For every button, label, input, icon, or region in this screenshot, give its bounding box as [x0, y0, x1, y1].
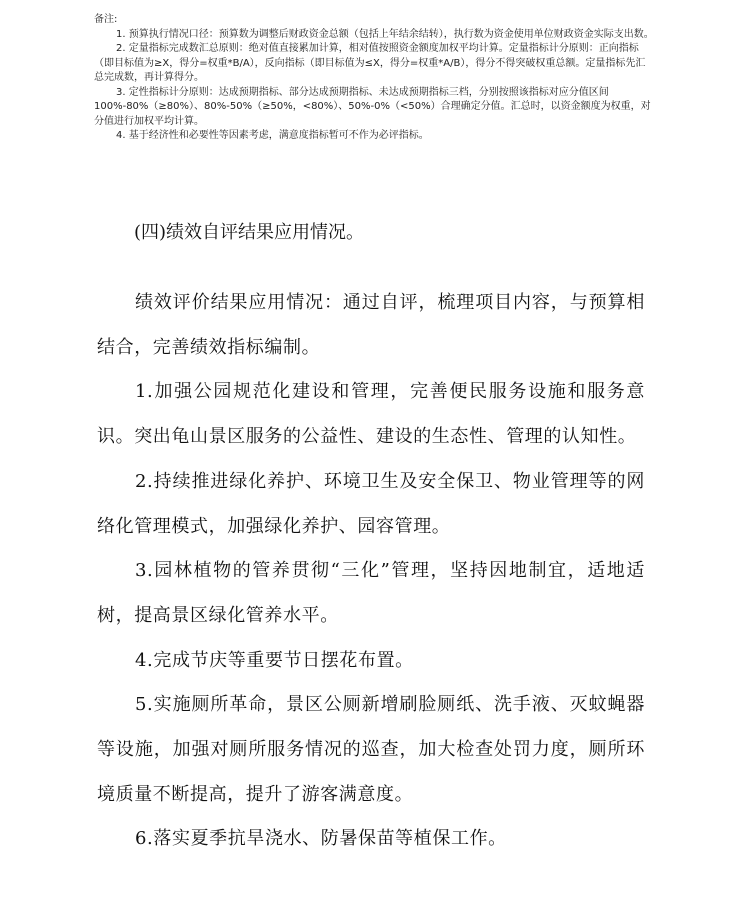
list-item-4: 4.完成节庆等重要节日摆花布置。: [135, 649, 414, 671]
list-item-5: 5.实施厕所革命，景区公厕新增刷脸厕纸、洗手液、灭蚊蝇器等设施，加强对厕所服务情况的巡查，加大检查处罚力度，厕所环境质量不断提高，提升了游客满意度。: [97, 694, 645, 805]
note-item-2: 2. 定量指标完成数汇总原则：绝对值直接累加计算，相对值按照资金额度加权平均计算。定量指标计分原则：正向指标（即目标值为≥X，得分=权重*B/A），反向指标（即目标值为≤X，得分=权重*A/B），得分不得突破权重总额。定量指标先汇总完成数，再计算得分。: [94, 43, 646, 83]
note-item-4: 4. 基于经济性和必要性等因素考虑，满意度指标暂可不作为必评指标。: [116, 130, 429, 141]
list-item-6: 6.落实夏季抗旱浇水、防暑保苗等植保工作。: [135, 828, 507, 850]
list-item-2: 2.持续推进绿化养护、环境卫生及安全保卫、物业管理等的网络化管理模式，加强绿化养护、园容管理。: [97, 470, 645, 537]
list-item-3: 3.园林植物的管养贯彻“三化”管理，坚持因地制宜，适地适树，提高景区绿化管养水平。: [97, 560, 645, 626]
section-body: [97, 281, 645, 862]
note-item-1: 1. 预算执行情况口径：预算数为调整后财政资金总额（包括上年结余结转），执行数为资金使用单位财政资金实际支出数。: [116, 28, 654, 40]
section-intro: 绩效评价结果应用情况：通过自评，梳理项目内容，与预算相结合，完善绩效指标编制。: [97, 292, 645, 358]
notes-block: [94, 13, 654, 144]
list-item-1: 1.加强公园规范化建设和管理，完善便民服务设施和服务意识。突出龟山景区服务的公益性、建设的生态性、管理的认知性。: [97, 381, 645, 448]
notes-heading: 备注:: [94, 14, 118, 25]
section-heading: (四)绩效自评结果应用情况。: [134, 222, 365, 243]
note-item-3: 3. 定性指标计分原则：达成预期指标、部分达成预期指标、未达成预期指标三档，分别按照该指标对应分值区间100%-80%（≥80%）、80%-50%（≥50%，<80%）、50%-0%（<50%）合理确定分值。汇总时，以资金额度为权重，对分值进行加权平均计算。: [94, 86, 651, 127]
